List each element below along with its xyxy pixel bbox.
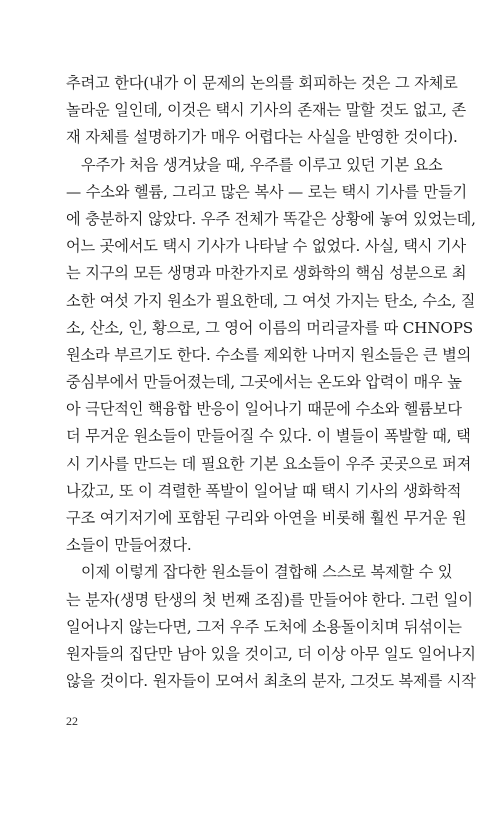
text-line: 원자들의 집단만 남아 있을 것이고, 더 이상 아무 일도 일어나지 — [66, 644, 476, 663]
text-line: 우주가 처음 생겨났을 때, 우주를 이루고 있던 기본 요소 — [81, 155, 443, 174]
text-line: 아 극단적인 핵융합 반응이 일어나기 때문에 수소와 헬륨보다 — [66, 400, 462, 419]
paragraph-2 — [66, 152, 476, 560]
body-text — [66, 70, 476, 695]
text-line: 소한 여섯 가지 원소가 필요한데, 그 여섯 가지는 탄소, 수소, 질 — [66, 291, 476, 310]
text-line: 나갔고, 또 이 격렬한 폭발이 일어날 때 택시 기사의 생화학적 — [66, 481, 462, 500]
text-line: — 수소와 헬륨, 그리고 많은 복사 — 로는 택시 기사를 만들기 — [66, 182, 467, 201]
text-line: 원소라 부르기도 한다. 수소를 제외한 나머지 원소들은 큰 별의 — [66, 345, 472, 364]
text-line: 소들이 만들어졌다. — [66, 536, 192, 555]
text-line: 않을 것이다. 원자들이 모여서 최초의 분자, 그것도 복제를 시작 — [66, 672, 476, 691]
text-line: 는 분자(생명 탄생의 첫 번째 조짐)를 만들어야 한다. 그런 일이 — [66, 590, 473, 609]
text-line: 에 충분하지 않았다. 우주 전체가 똑같은 상황에 놓여 있었는데, — [66, 209, 476, 228]
page-number: 22 — [66, 714, 78, 728]
text-line: 이제 이렇게 잡다한 원소들이 결합해 스스로 복제할 수 있 — [81, 563, 453, 582]
text-line: 중심부에서 만들어졌는데, 그곳에서는 온도와 압력이 매우 높 — [66, 373, 462, 392]
text-line: 더 무거운 원소들이 만들어질 수 있다. 이 별들이 폭발할 때, 택 — [66, 427, 471, 446]
paragraph-1 — [66, 70, 466, 152]
text-line: 추려고 한다(내가 이 문제의 논의를 회피하는 것은 그 자체로 — [66, 74, 458, 92]
text-line: 놀라운 일인데, 이것은 택시 기사의 존재는 말할 것도 없고, 존 — [66, 101, 466, 120]
text-line: 소, 산소, 인, 황으로, 그 영어 이름의 머리글자를 따 CHNOPS — [66, 318, 474, 337]
text-line: 일어나지 않는다면, 그저 우주 도처에 소용돌이치며 뒤섞이는 — [66, 617, 462, 636]
text-line: 시 기사를 만드는 데 필요한 기본 요소들이 우주 곳곳으로 퍼져 — [66, 454, 472, 473]
text-line: 어느 곳에서도 택시 기사가 나타날 수 없었다. 사실, 택시 기사 — [66, 237, 466, 256]
text-line: 구조 여기저기에 포함된 구리와 아연을 비롯해 훨씬 무거운 원 — [66, 509, 467, 527]
paragraph-3 — [66, 559, 476, 695]
text-line: 는 지구의 모든 생명과 마찬가지로 생화학의 핵심 성분으로 최 — [66, 264, 467, 283]
text-line: 재 자체를 설명하기가 매우 어렵다는 사실을 반영한 것이다). — [66, 128, 458, 147]
